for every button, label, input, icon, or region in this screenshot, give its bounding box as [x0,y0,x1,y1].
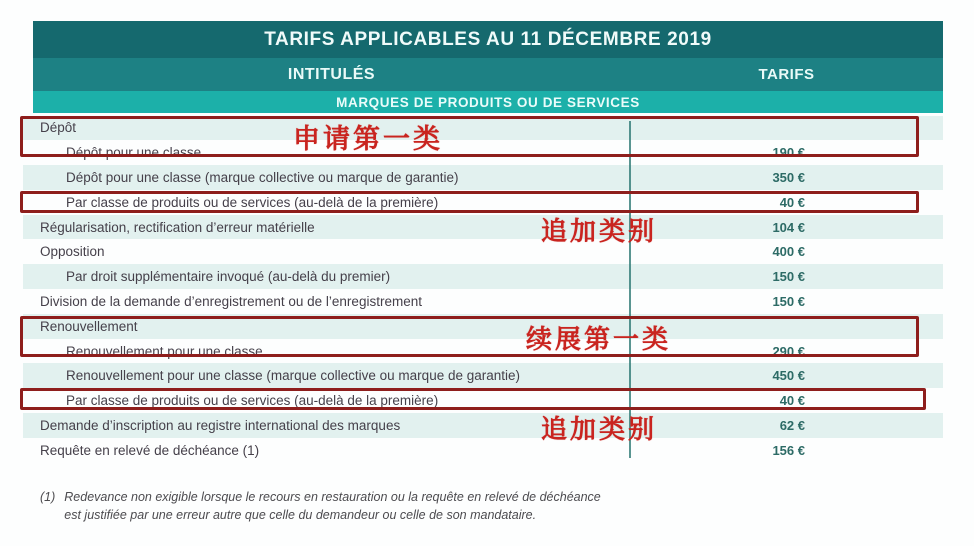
table-row [23,165,943,190]
table-row [23,239,943,264]
row-label: Par classe de produits ou de services (au-delà de la première) [66,194,439,210]
row-label: Demande d’inscription au registre international des marques [40,417,401,433]
row-price: 190 € [772,145,805,161]
row-label: Par classe de produits ou de services (au-delà de la première) [66,393,439,409]
row-price: 156 € [772,442,805,458]
footnote-line-1: Redevance non exigible lorsque le recours en restauration ou la requête en relevé de déchéance [64,490,601,504]
document-title: TARIFS APPLICABLES AU 11 DÉCEMBRE 2019 [33,21,943,58]
column-header-tarifs: TARIFS [758,66,815,83]
section-header: MARQUES DE PRODUITS OU DE SERVICES [33,91,943,113]
table-row [23,215,943,240]
column-header-row [33,58,943,91]
table-row [23,363,943,388]
row-label: Renouvellement [40,318,138,334]
row-label: Dépôt pour une classe [66,145,202,161]
footnote [40,489,690,524]
row-price: 150 € [772,293,805,309]
table-row [23,413,943,438]
row-price: 150 € [772,269,805,285]
row-label: Opposition [40,244,105,260]
table-header [33,21,943,113]
row-label: Division de la demande d’enregistrement ou de l’enregistrement [40,293,422,309]
highlight-box-depot-extra-class [20,191,919,213]
column-header-intitules: INTITULÉS [287,65,376,83]
footnote-text [64,489,600,524]
row-label: Par droit supplémentaire invoqué (au-delà du premier) [66,269,391,285]
footnote-line-2: est justifiée par une erreur autre que celle du demandeur ou celle de son mandataire. [64,507,537,522]
row-price: 62 € [779,417,805,433]
row-price: 350 € [772,169,805,185]
annotation-application-first-class: 申请第一类 [293,124,443,155]
row-label: Régularisation, rectification d’erreur matérielle [40,219,315,235]
table-row [23,438,943,463]
row-price: 104 € [772,219,805,235]
row-label: Dépôt pour une classe (marque collective ou marque de garantie) [66,169,459,185]
row-label: Renouvellement pour une classe (marque collective ou marque de garantie) [66,368,521,384]
row-price: 40 € [779,393,805,409]
table-row [23,289,943,314]
row-price: 400 € [772,244,805,260]
row-price: 450 € [772,368,805,384]
annotation-renewal-first-class: 续展第一类 [526,325,672,355]
row-price: 290 € [772,343,805,359]
highlight-box-depot [20,116,919,157]
row-label: Requête en relevé de déchéance (1) [40,442,260,458]
footnote-marker: (1) [40,490,56,504]
row-label: Renouvellement pour une classe [66,343,263,359]
annotation-additional-class-1: 追加类别 [541,217,658,247]
row-label: Dépôt [40,120,77,136]
row-price: 40 € [779,194,805,210]
tariff-table-body [23,116,943,463]
highlight-box-renouvellement-extra-class [20,388,926,410]
highlight-box-renouvellement [20,316,919,357]
annotation-additional-class-2: 追加类别 [541,415,658,445]
table-row [23,264,943,289]
